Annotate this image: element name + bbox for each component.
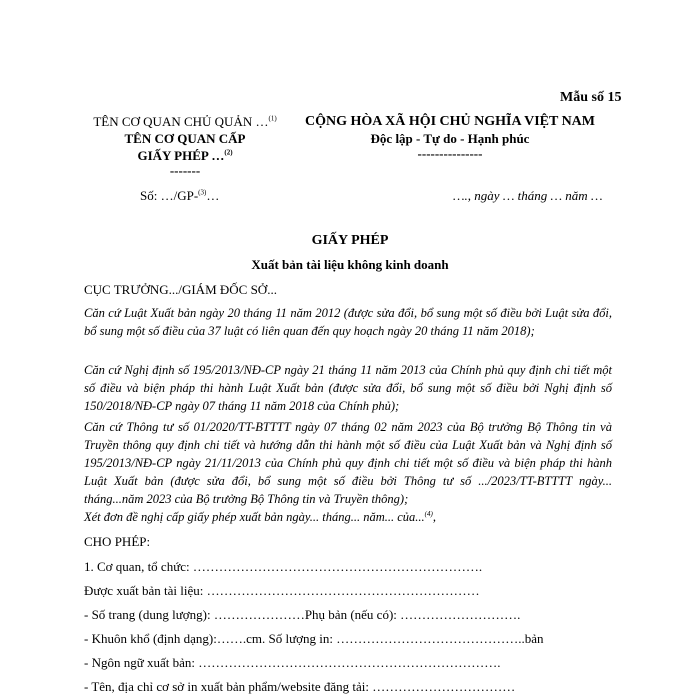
issuing-agency-line: TÊN CƠ QUAN CẤP [124, 131, 246, 146]
footnote-4: (4) [424, 509, 433, 518]
field-document-name: Được xuất bản tài liệu: ……………………………………………………… [84, 583, 480, 598]
permit-number: Số: …/GP-$^{(3)}$… [140, 188, 220, 203]
country-name: CỘNG HÒA XÃ HỘI CHỦ NGHĨA VIỆT NAM [304, 114, 595, 129]
national-header [300, 113, 600, 161]
footnote-2: (2) [224, 148, 233, 157]
parent-agency-line: TÊN CƠ QUAN CHỦ QUẢN …$^{(1)}$ [93, 114, 277, 129]
issuing-agency-header [70, 113, 300, 178]
allow-heading: CHO PHÉP: [84, 534, 151, 549]
field-printing-facility: - Tên, địa chỉ cơ sở in xuất bản phẩm/website đăng tải: …………………………… [84, 679, 516, 694]
field-language: - Ngôn ngữ xuất bản: ……………………………………………………………. [84, 655, 501, 670]
addressee: CỤC TRƯỞNG.../GIÁM ĐỐC SỞ... [84, 282, 277, 297]
field-page-count: - Số trang (dung lượng): …………………Phụ bản (nếu có): ………………………. [84, 607, 521, 622]
document-title: GIẤY PHÉP [311, 233, 389, 248]
right-divider: --------------- [417, 146, 483, 161]
legal-basis-decree: Căn cứ Nghị định số 195/2013/NĐ-CP ngày 21 tháng 11 năm 2013 của Chính phủ quy định chi tiết một số điều và biện pháp thi hành Luật Xuất bản (được sửa đổi, bổ sung một số điều bởi Nghị định số 150/2018/NĐ-CP ngày 07 tháng 11 năm 2018 của Chính phủ); [84, 363, 612, 413]
date-line: …., ngày … tháng … năm … [453, 188, 603, 203]
legal-basis-publishing-law: Căn cứ Luật Xuất bản ngày 20 tháng 11 năm 2012 (được sửa đổi, bổ sung một số điều bởi Luật sửa đổi, bổ sung một số điều của 37 luật có liên quan đến quy hoạch ngày 20 tháng 11 năm 2018); [84, 306, 612, 338]
motto: Độc lập - Tự do - Hạnh phúc [370, 131, 530, 146]
footnote-3: (3) [198, 188, 207, 197]
document-subtitle: Xuất bản tài liệu không kinh doanh [251, 257, 449, 272]
left-divider: ------- [169, 163, 201, 178]
legal-basis-circular: Căn cứ Thông tư số 01/2020/TT-BTTTT ngày 07 tháng 02 năm 2023 của Bộ trưởng Bộ Thông tin và Truyền thông quy định chi tiết và hướng dẫn thi hành một số điều của Luật Xuất bản và Nghị định số 195/2013/NĐ-CP ngày 21/11/2013 của Chính phủ quy định chi tiết một số điều và biện pháp thi hành Luật Xuất bản (được sửa đổi, bổ sung một số điều bởi Thông tư số .../2023/TT-BTTTT ngày... tháng...năm 2023 của Bộ trưởng Bộ Thông tin và Truyền thông); [84, 420, 612, 506]
permit-agency-line: GIẤY PHÉP …$^{(2)}$ [137, 148, 233, 163]
field-format-quantity: - Khuôn khổ (định dạng):…….cm. Số lượng in: ……………………………………..bản [84, 631, 544, 646]
application-consideration: Xét đơn đề nghị cấp giấy phép xuất bản ngày... tháng... năm... của...$^{(4)}$, [84, 509, 436, 524]
footnote-1: (1) [268, 114, 277, 123]
form-number: Mẫu số 15 [560, 90, 622, 105]
field-organization: 1. Cơ quan, tổ chức: …………………………………………………………. [84, 559, 483, 574]
